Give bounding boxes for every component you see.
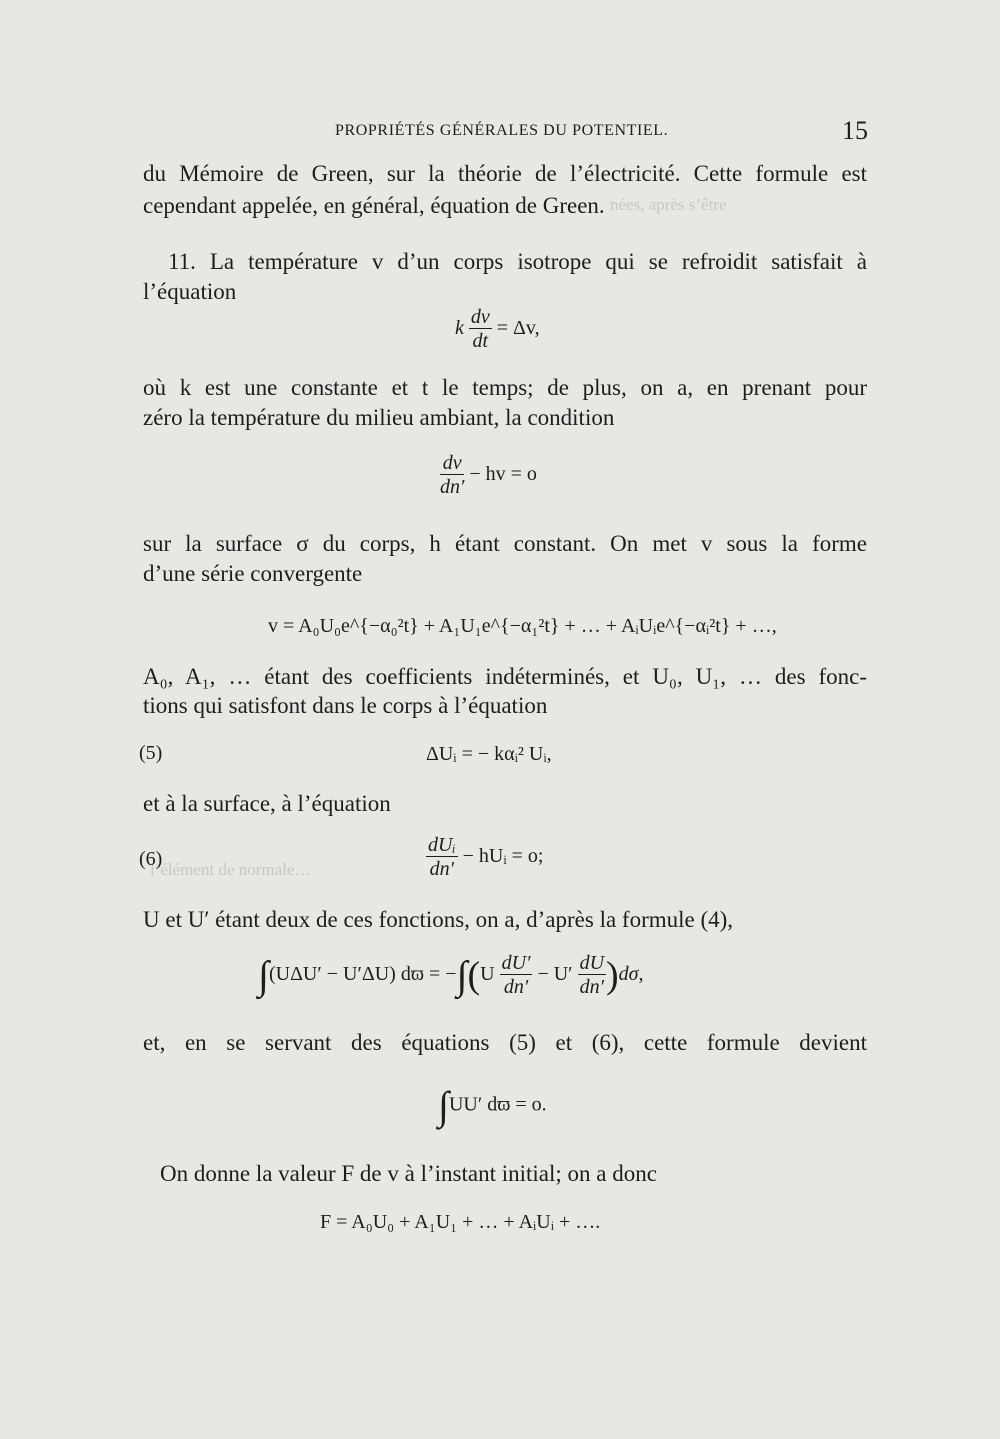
text-line: tions qui satisfont dans le corps à l’équation (143, 693, 548, 718)
integral-sign: ∫ (456, 952, 468, 998)
text-line: et, en se servant des équations (5) et (6), cette formule devient (143, 1030, 867, 1055)
text-line: zéro la température du milieu ambiant, la condition (143, 405, 615, 430)
equation-number: (5) (139, 742, 163, 764)
eq-rhs: = Δv, (496, 317, 540, 340)
denominator: dn′ (503, 976, 529, 998)
numerator: dU′ (501, 952, 531, 974)
eq-term: − U′ (532, 963, 573, 986)
paren: ) (606, 954, 619, 997)
text-line: 11. La température v d’un corps isotrope qui se refroidit satisfait à (168, 249, 867, 274)
equation-2 (440, 452, 537, 499)
fraction (440, 452, 464, 499)
equation-1 (455, 306, 540, 353)
fraction (500, 952, 533, 999)
denominator: dn′ (579, 976, 604, 998)
fraction (426, 834, 458, 881)
equation-7 (438, 1083, 547, 1128)
paren: ( (467, 954, 481, 997)
running-title: PROPRIÉTÉS GÉNÉRALES DU POTENTIEL. (335, 122, 669, 139)
eq-rhs: − hUᵢ = o; (462, 845, 544, 868)
eq-term: dσ, (618, 963, 644, 986)
denominator: dn′ (429, 858, 454, 880)
text-line: On donne la valeur F de v à l’instant initial; on a donc (160, 1161, 657, 1186)
text-line: d’une série convergente (143, 561, 363, 586)
bleed-through: nées, après s’être (610, 195, 727, 214)
denominator: dn′ (440, 476, 465, 498)
equation-5 (426, 834, 543, 881)
text-line: sur la surface σ du corps, h étant constant. On met v sous la forme (143, 531, 867, 556)
page-number: 15 (842, 116, 868, 145)
eq-term: U (480, 963, 495, 986)
eq-body: UU′ dϖ = o. (448, 1093, 547, 1116)
numerator: dU (579, 952, 605, 974)
fraction (469, 306, 492, 353)
equation-3: v = A₀U₀e^{−α₀²t} + A₁U₁e^{−α₁²t} + … + AᵢUᵢe^{−αᵢ²t} + …, (268, 615, 777, 637)
text-line: cependant appelée, en général, équation de Green. (143, 193, 605, 218)
text-line: U et U′ étant deux de ces fonctions, on a, d’après la formule (4), (143, 907, 734, 932)
eq-lhs: (UΔU′ − U′ΔU) dϖ = − (268, 963, 457, 986)
bleed-through: l’élément de normale… (150, 860, 312, 879)
equation-4: ΔUᵢ = − kαᵢ² Uᵢ, (426, 743, 552, 765)
equation-number: (6) (139, 848, 163, 870)
integral-sign: ∫ (258, 952, 269, 998)
eq-symbol: k (455, 317, 464, 340)
text-line: l’équation (143, 279, 237, 304)
numerator: dv (470, 306, 490, 328)
integral-sign: ∫ (438, 1083, 449, 1128)
numerator: dUᵢ (428, 834, 456, 856)
numerator: dv (440, 452, 464, 475)
fraction (578, 952, 606, 999)
text-line: et à la surface, à l’équation (143, 791, 391, 816)
equation-6 (258, 952, 644, 999)
equation-8: F = A₀U₀ + A₁U₁ + … + AᵢUᵢ + …. (320, 1211, 601, 1233)
text-line: A₀, A₁, … étant des coefficients indéterminés, et U₀, U₁, … des fonc- (143, 664, 867, 689)
text-line: du Mémoire de Green, sur la théorie de l’électricité. Cette formule est (143, 161, 867, 186)
text-line: où k est une constante et t le temps; de plus, on a, en prenant pour (143, 375, 867, 400)
eq-rhs: − hv = o (469, 463, 537, 486)
denominator: dt (472, 330, 489, 352)
